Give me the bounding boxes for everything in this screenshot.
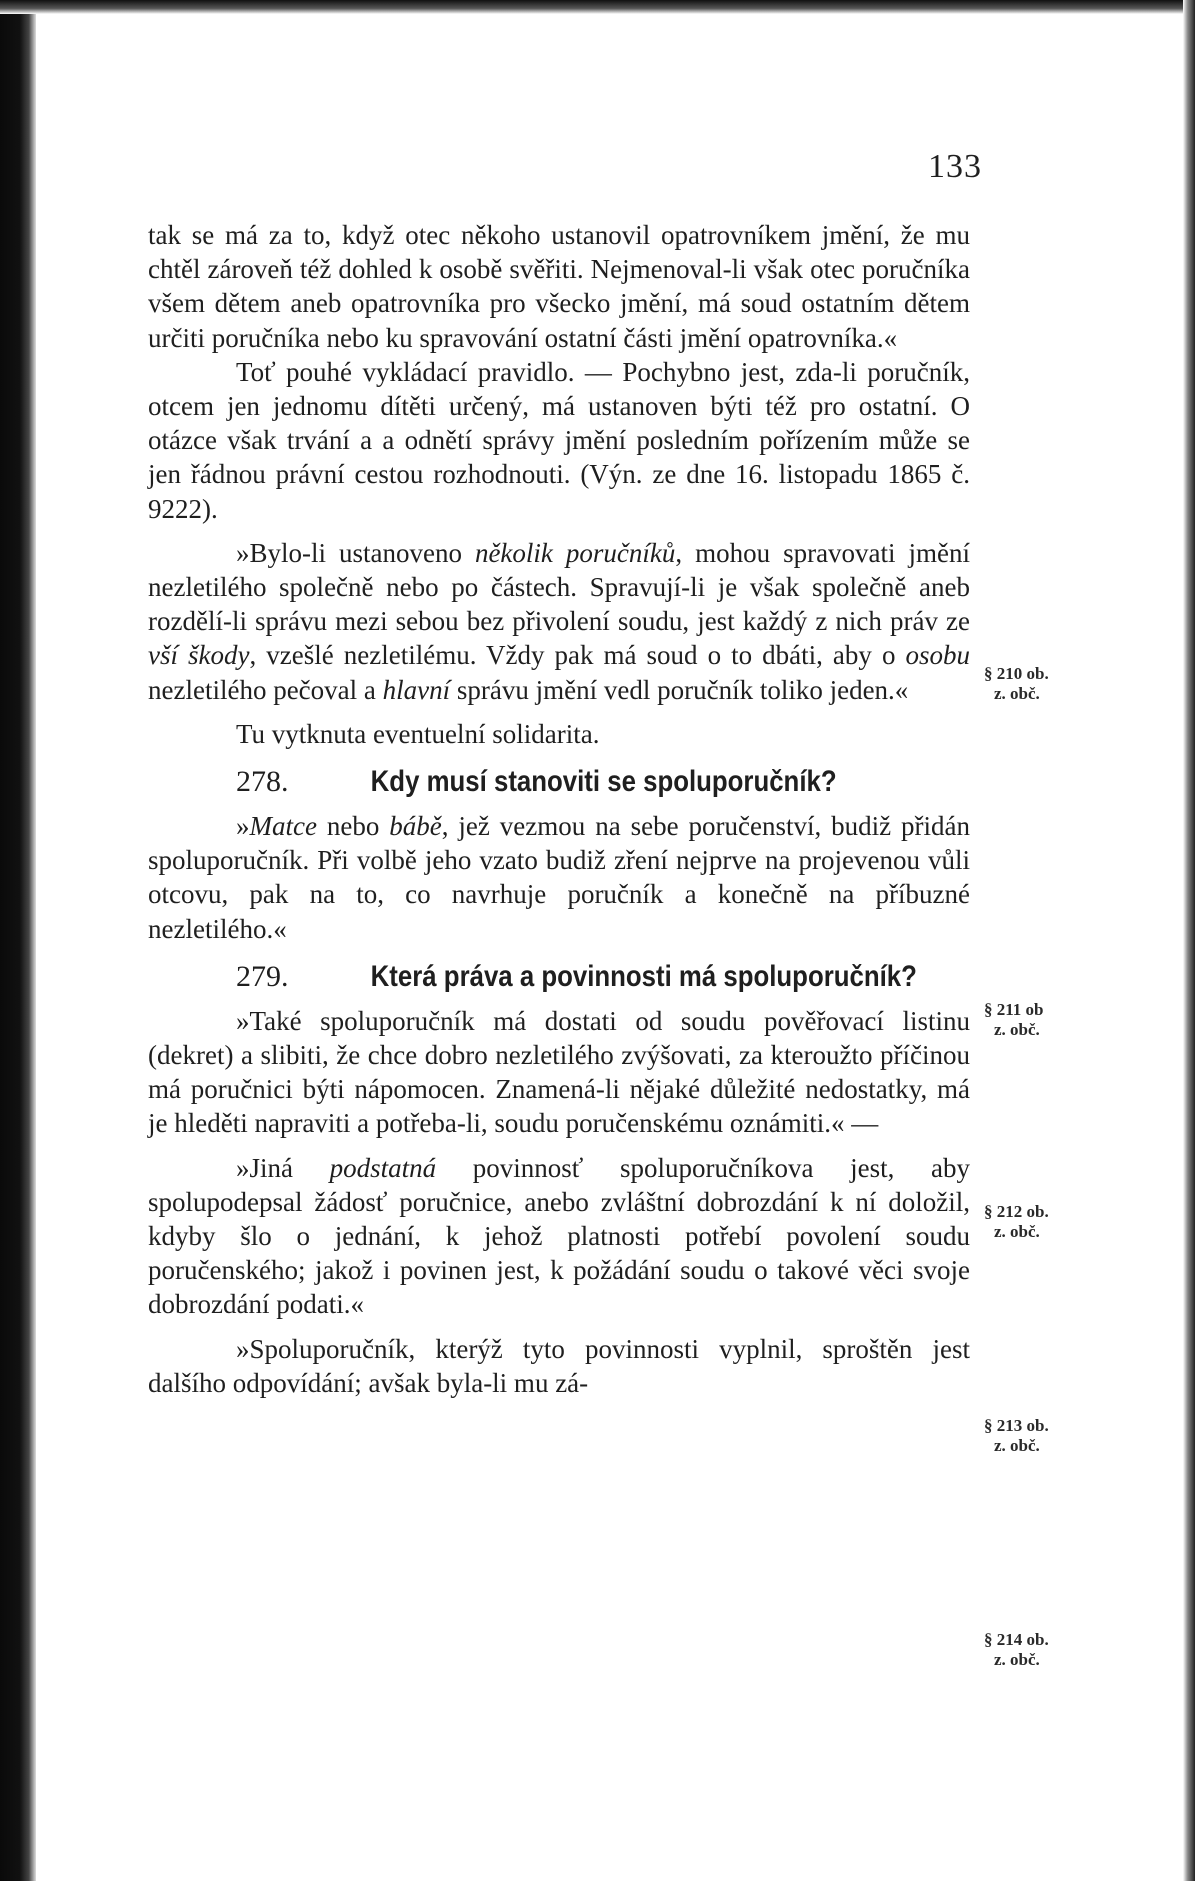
section-heading-279 xyxy=(148,958,970,996)
emphasis: osobu xyxy=(905,640,970,671)
page-number: 133 xyxy=(928,148,982,185)
margin-reference-section: § 210 ob. xyxy=(984,664,1049,683)
text-run: nebo xyxy=(316,811,390,842)
scan-border-left xyxy=(0,0,36,1881)
margin-reference-section: § 211 ob xyxy=(984,1000,1044,1019)
text-run: správu jmění vedl poručník toliko jeden.« xyxy=(450,674,909,705)
margin-reference-section: § 212 ob. xyxy=(984,1202,1049,1221)
section-title: Která práva a povinnosti má spoluporučník? xyxy=(370,959,917,993)
paragraph: »Spoluporučník, kterýž tyto povinnosti vyplnil, sproštěn jest dalšího odpovídání; avšak byla-li mu zá- xyxy=(148,1333,970,1398)
emphasis: bábě xyxy=(389,811,442,842)
emphasis: hlavní xyxy=(382,674,451,705)
text-run: »Jiná xyxy=(236,1152,330,1183)
margin-reference xyxy=(984,1416,1094,1456)
text-run: , jež vezmou na sebe poručenství, budiž přidán spoluporučník. Při volbě jeho vzato budiž zření nejprve na projevenou vůli otcovu, pak na to, co navrhuje poručník a konečně na příbuzné nezletilého.« xyxy=(148,811,970,944)
body-text xyxy=(148,218,970,1400)
emphasis: podstatná xyxy=(329,1152,437,1183)
paragraph: Toť pouhé vykládací pravidlo. — Pochybno jest, zda-li poručník, otcem jen jednomu dítěti určený, má ustanoven býti též pro ostatní. O otázce však trvání a a odnětí správy jmění posledním pořízením může se jen řádnou právní cestou rozhodnouti. (Výn. ze dne 16. listopadu 1865 č. 9222). xyxy=(148,356,970,524)
section-title: Kdy musí stanoviti se spoluporučník? xyxy=(370,765,837,799)
margin-reference-code: z. obč. xyxy=(994,1222,1040,1241)
text-run: nezletilého pečoval a xyxy=(148,674,383,705)
margin-reference xyxy=(984,1202,1094,1242)
emphasis: několik poručníků xyxy=(474,537,676,568)
emphasis: vší škody xyxy=(148,640,250,671)
section-number: 278. xyxy=(236,765,289,799)
scan-border-right xyxy=(1183,0,1195,1881)
margin-reference xyxy=(984,1000,1094,1040)
text-run: , vzešlé nezletilému. Vždy pak má soud o to dbáti, aby o xyxy=(249,640,906,671)
margin-reference xyxy=(984,664,1094,704)
text-run: , mohou spravovati jmění nezletilého společně nebo po částech. Spravují-li je však společně aneb rozdělí-li správu mezi sebou bez přivolení soudu, jest každý z nich práv ze xyxy=(148,537,970,637)
paragraph: Tu vytknuta eventuelní solidarita. xyxy=(236,718,600,749)
margin-reference-code: z. obč. xyxy=(994,1650,1040,1669)
margin-reference-code: z. obč. xyxy=(994,684,1040,703)
scan-border-top xyxy=(0,0,1195,14)
margin-reference xyxy=(984,1630,1094,1670)
text-run: »Bylo-li ustanoveno xyxy=(236,537,475,568)
margin-reference-code: z. obč. xyxy=(994,1020,1040,1039)
emphasis: Matce xyxy=(249,811,317,842)
paragraph xyxy=(148,1151,970,1322)
paragraph: »Také spoluporučník má dostati od soudu pověřovací listinu (dekret) a slibiti, že chce dobro nezletilého zvýšovati, za kteroužto příčinou má poručnici býti nápomocen. Znamená-li nějaké důležité nedostatky, má je hleděti napraviti a potřeba-li, soudu poručenskému oznámiti.« — xyxy=(148,1005,970,1139)
margin-reference-section: § 213 ob. xyxy=(984,1416,1049,1435)
paragraph xyxy=(148,536,970,707)
margin-reference-code: z. obč. xyxy=(994,1436,1040,1455)
section-heading-278 xyxy=(148,763,970,801)
paragraph: tak se má za to, když otec někoho ustanovil opatrovníkem jmění, že mu chtěl zároveň též dohled k osobě svěřiti. Nejmenoval-li však otec poručníka všem dětem aneb opatrovníka pro všecko jmění, má soud ostatním dětem určiti poručníka nebo ku spravování ostatní části jmění opatrovníka.« xyxy=(148,220,970,353)
paragraph xyxy=(148,809,970,946)
margin-reference-section: § 214 ob. xyxy=(984,1630,1049,1649)
text-run: povinnosť spoluporučníkova jest, aby spolupodepsal žádosť poručnice, anebo zvláštní dobrozdání k ní doložil, kdyby šlo o jednání, k jehož platnosti potřebí povolení soudu poručenského; jakož i povinen jest, k požádání soudu o takové věci svoje dobrozdání podati.« xyxy=(148,1152,970,1320)
section-number: 279. xyxy=(236,959,289,993)
text-run: » xyxy=(236,811,250,842)
